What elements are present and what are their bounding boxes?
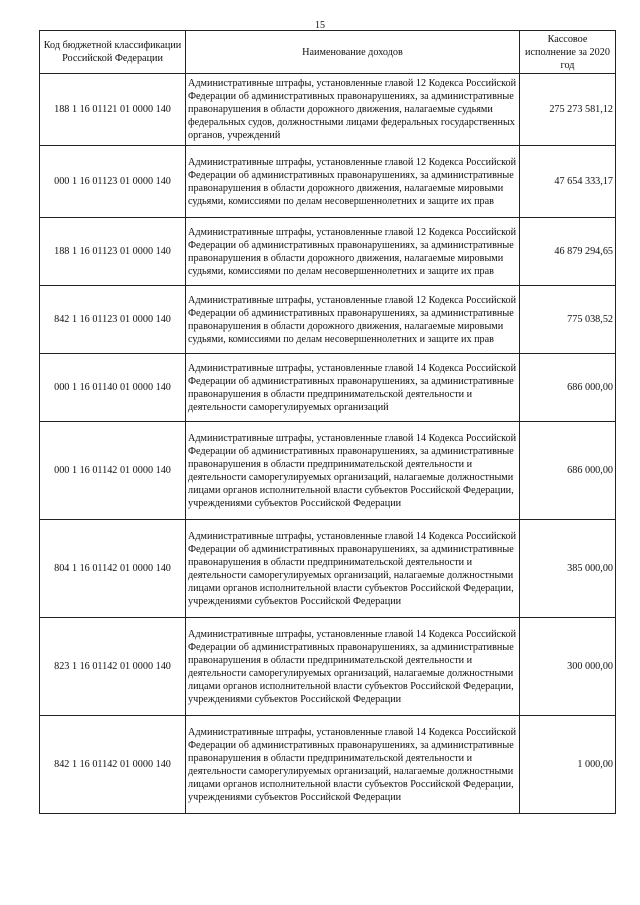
row-code: 842 1 16 01123 01 0000 140	[40, 286, 186, 354]
header-row	[40, 31, 616, 74]
row-name: Административные штрафы, установленные главой 14 Кодекса Российской Федерации об административных правонарушениях, за административные правонарушения в области предпринимательской деятельности и деятельности саморегулируемых организаций, налагаемые должностными лицами органов исполнительной власти субъектов Российской Федерации, учреждениями субъектов Российской Федерации	[186, 618, 520, 716]
header-code: Код бюджетной классификации Российской Федерации	[40, 31, 186, 74]
row-code: 000 1 16 01142 01 0000 140	[40, 422, 186, 520]
table-row	[40, 286, 616, 354]
row-name: Административные штрафы, установленные главой 14 Кодекса Российской Федерации об административных правонарушениях, за административные правонарушения в области предпринимательской деятельности и деятельности саморегулируемых организаций, налагаемые должностными лицами органов исполнительной власти субъектов Российской Федерации, учреждениями субъектов Российской Федерации	[186, 716, 520, 814]
table-body	[40, 74, 616, 814]
row-name: Административные штрафы, установленные главой 14 Кодекса Российской Федерации об административных правонарушениях, за административные правонарушения в области предпринимательской деятельности и деятельности саморегулируемых организаций, налагаемые должностными лицами органов исполнительной власти субъектов Российской Федерации, учреждениями субъектов Российской Федерации	[186, 520, 520, 618]
row-amount: 47 654 333,17	[520, 146, 616, 218]
row-amount: 775 038,52	[520, 286, 616, 354]
row-amount: 300 000,00	[520, 618, 616, 716]
row-amount: 686 000,00	[520, 354, 616, 422]
row-code: 000 1 16 01123 01 0000 140	[40, 146, 186, 218]
table-row	[40, 218, 616, 286]
row-name: Административные штрафы, установленные главой 14 Кодекса Российской Федерации об административных правонарушениях, за административные правонарушения в области предпринимательской деятельности и деятельности саморегулируемых организаций	[186, 354, 520, 422]
table-row	[40, 74, 616, 146]
row-amount: 385 000,00	[520, 520, 616, 618]
row-amount: 46 879 294,65	[520, 218, 616, 286]
row-code: 804 1 16 01142 01 0000 140	[40, 520, 186, 618]
header-name: Наименование доходов	[186, 31, 520, 74]
row-name: Административные штрафы, установленные главой 12 Кодекса Российской Федерации об административных правонарушениях, за административные правонарушения в области дорожного движения, налагаемые мировыми судьями, комиссиями по делам несовершеннолетних и защите их прав	[186, 286, 520, 354]
row-amount: 1 000,00	[520, 716, 616, 814]
row-name: Административные штрафы, установленные главой 12 Кодекса Российской Федерации об административных правонарушениях, за административные правонарушения в области дорожного движения, налагаемые мировыми судьями, комиссиями по делам несовершеннолетних и защите их прав	[186, 146, 520, 218]
row-name: Административные штрафы, установленные главой 12 Кодекса Российской Федерации об административных правонарушениях, за административные правонарушения в области дорожного движения, налагаемые судьями федеральных судов, должностными лицами федеральных государственных органов, учреждений	[186, 74, 520, 146]
row-code: 823 1 16 01142 01 0000 140	[40, 618, 186, 716]
row-code: 000 1 16 01140 01 0000 140	[40, 354, 186, 422]
table-row	[40, 520, 616, 618]
row-amount: 275 273 581,12	[520, 74, 616, 146]
table-row	[40, 422, 616, 520]
row-code: 188 1 16 01123 01 0000 140	[40, 218, 186, 286]
table-row	[40, 146, 616, 218]
row-amount: 686 000,00	[520, 422, 616, 520]
row-name: Административные штрафы, установленные главой 12 Кодекса Российской Федерации об административных правонарушениях, за административные правонарушения в области дорожного движения, налагаемые мировыми судьями, комиссиями по делам несовершеннолетних и защите их прав	[186, 218, 520, 286]
revenue-table	[39, 30, 616, 814]
page-number: 15	[315, 20, 325, 31]
row-name: Административные штрафы, установленные главой 14 Кодекса Российской Федерации об административных правонарушениях, за административные правонарушения в области предпринимательской деятельности и деятельности саморегулируемых организаций, налагаемые должностными лицами органов исполнительной власти субъектов Российской Федерации, учреждениями субъектов Российской Федерации	[186, 422, 520, 520]
header-amount: Кассовое исполнение за 2020 год	[520, 31, 616, 74]
row-code: 188 1 16 01121 01 0000 140	[40, 74, 186, 146]
table-row	[40, 354, 616, 422]
table-header	[40, 31, 616, 74]
row-code: 842 1 16 01142 01 0000 140	[40, 716, 186, 814]
table-row	[40, 716, 616, 814]
table-row	[40, 618, 616, 716]
